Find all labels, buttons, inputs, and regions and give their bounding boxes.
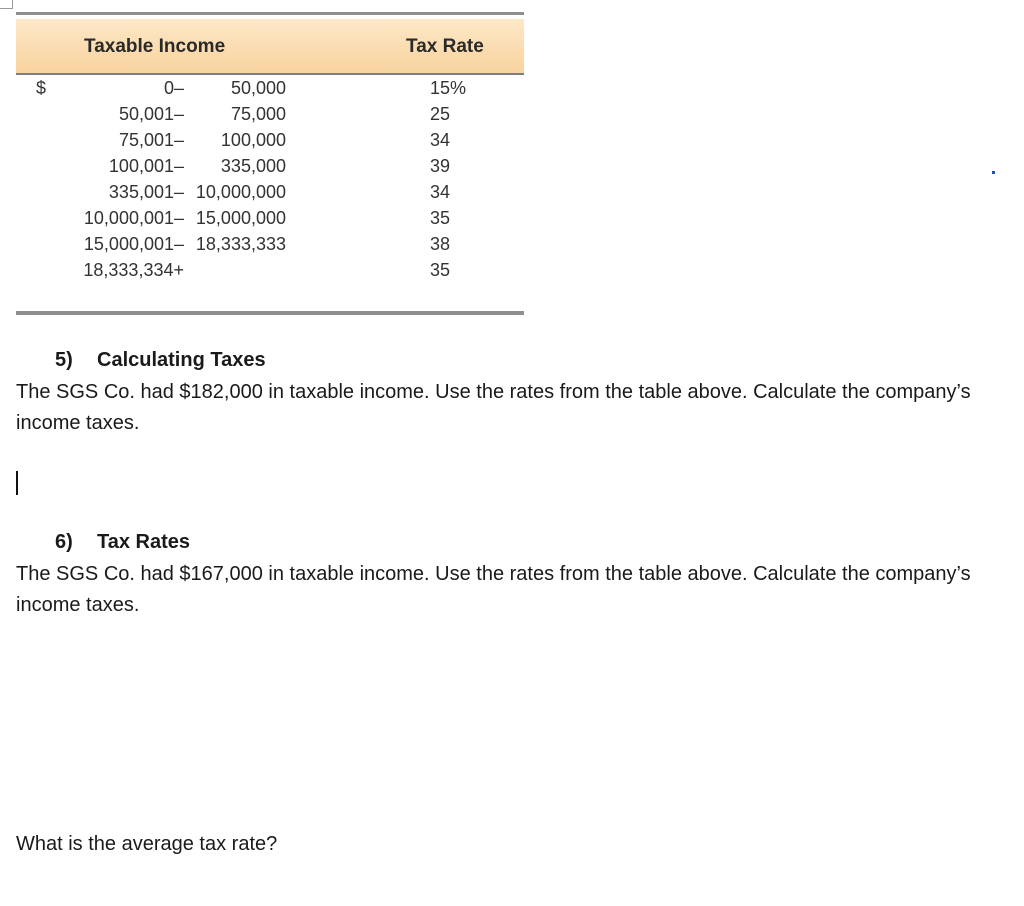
bracket-high: 100,000 (220, 130, 286, 150)
bracket-low: 50,001 (118, 104, 174, 124)
question6-title: Tax Rates (97, 531, 191, 553)
header-taxable-income: Taxable Income (84, 36, 226, 57)
bracket-low: 75,001 (118, 130, 174, 150)
table-row (16, 260, 524, 286)
bracket-low: 0 (163, 78, 174, 98)
bracket-low: 10,000,001 (83, 208, 174, 228)
table-bottom-rule (16, 311, 524, 315)
table-header (16, 19, 524, 75)
bracket-high: 50,000 (230, 78, 286, 98)
question5-heading (55, 349, 266, 372)
stray-mark (992, 171, 995, 174)
range-dash: – (174, 208, 185, 228)
table-row (16, 104, 524, 130)
bracket-high: 75,000 (230, 104, 286, 124)
table-row (16, 130, 524, 156)
bracket-high: 18,333,333 (195, 234, 286, 254)
bracket-rate: 39 (430, 156, 451, 176)
bracket-low: 15,000,001 (83, 234, 174, 254)
table-row (16, 156, 524, 182)
average-tax-rate-question: What is the average tax rate? (16, 833, 278, 855)
table-row (16, 234, 524, 260)
table-top-rule (16, 12, 524, 15)
bracket-rate: 25 (430, 104, 451, 124)
question6-number: 6) (55, 531, 73, 553)
text-cursor (16, 471, 18, 495)
bracket-rate: 34 (430, 130, 451, 150)
header-tax-rate: Tax Rate (406, 36, 484, 57)
bracket-high: 335,000 (220, 156, 286, 176)
range-dash: – (174, 182, 185, 202)
tax-rate-table (16, 12, 524, 316)
bracket-low: 335,001 (108, 182, 174, 202)
bracket-rate: 34 (430, 182, 451, 202)
range-dash: – (174, 130, 185, 150)
question5-number: 5) (55, 349, 73, 371)
question6-heading (55, 531, 190, 554)
bracket-rate: 15% (430, 78, 467, 98)
bracket-rate: 38 (430, 234, 451, 254)
bracket-high: 15,000,000 (195, 208, 286, 228)
question5-title: Calculating Taxes (97, 349, 266, 371)
range-dash: – (174, 104, 185, 124)
bracket-rate: 35 (430, 208, 451, 228)
currency-symbol: $ (36, 78, 47, 98)
question5-body: The SGS Co. had $182,000 in taxable income. Use the rates from the table above. Calculate the company’s income taxes. (16, 381, 971, 434)
bracket-low: 100,001 (108, 156, 174, 176)
question6-body: The SGS Co. had $167,000 in taxable income. Use the rates from the table above. Calculate the company’s income taxes. (16, 563, 971, 616)
bracket-rate: 35 (430, 260, 451, 280)
page-corner-marker (0, 0, 13, 9)
bracket-low: 18,333,334+ (83, 260, 184, 280)
bracket-high: 10,000,000 (195, 182, 286, 202)
range-dash: – (174, 156, 185, 176)
table-row (16, 78, 524, 104)
range-dash: – (174, 234, 185, 254)
range-dash: – (174, 78, 185, 98)
table-row (16, 182, 524, 208)
table-row (16, 208, 524, 234)
